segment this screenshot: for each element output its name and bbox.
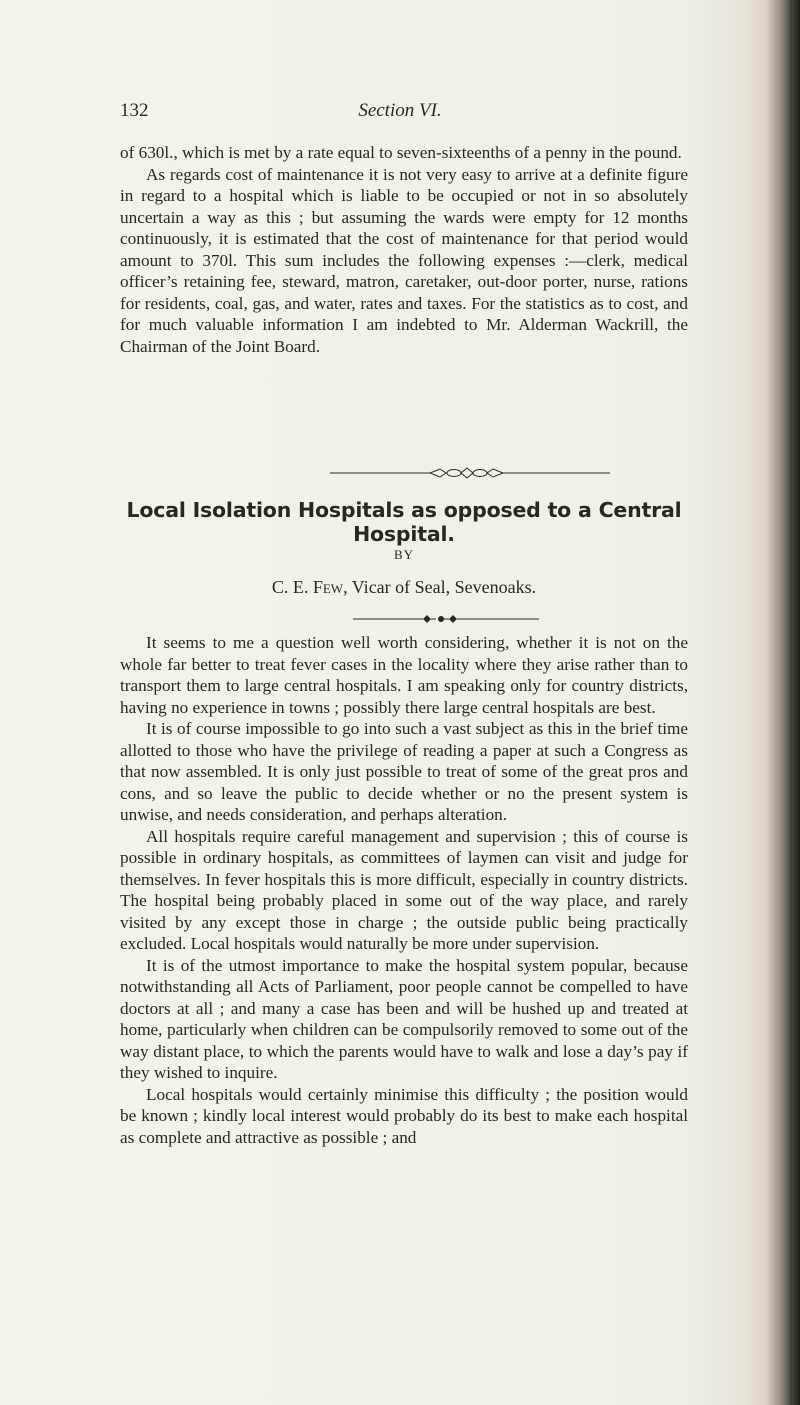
paragraph: It is of the utmost importance to make the hospital system popular, because notwithstanding all Acts of Parliament, poor people cannot be compelled to have doctors at all ; and many a case has been and will be hushed up and treated at home, particularly when children can be compulsorily removed to some out of the way distant place, to which the parents would have to walk and lose a day’s pay if they wished to inquire.	[120, 955, 688, 1082]
page-header	[120, 100, 680, 130]
paragraph: Local hospitals would certainly minimise this difficulty ; the position would be known ; kindly local interest would probably do its best to make each hospital as complete and attractive as possible ; and	[120, 1084, 688, 1147]
author-initials: C. E.	[271, 577, 309, 597]
paragraph: As regards cost of maintenance it is not very easy to arrive at a definite figure in regard to a hospital which is liable to be occupied or not in so absolutely uncertain a way as this ; but assuming the wards were empty for 12 months continuously, it is estimated that the cost of maintenance for that period would amount to 370l. This sum includes the following expenses :—clerk, medical officer’s retaining fee, steward, matron, caretaker, out-door porter, nurse, rations for residents, coal, gas, and water, rates and taxes. For the statistics as to cost, and for much valuable information I am indebted to Mr. Alderman Wackrill, the Chairman of the Joint Board.	[120, 164, 688, 356]
paragraph: All hospitals require careful management and supervision ; this of course is possible in ordinary hospitals, as committees of laymen can visit and judge for themselves. In fever hospitals this is more difficult, especially in country districts. The hospital being probably placed in some out of the way place, and rarely visited by any except those in charge ; the outside public being practically excluded. Local hospitals would naturally be more under supervision.	[120, 826, 688, 953]
intro-text	[120, 142, 688, 357]
paragraph: It is of course impossible to go into such a vast subject as this in the brief time allotted to those who have the privilege of reading a paper at such a Congress as that now assembled. It is only just possible to treat of some of the great pros and cons, and so leave the public to decide whether or no the present system is unwise, and needs consideration, and perhaps alteration.	[120, 719, 688, 824]
page-number: 132	[120, 100, 149, 121]
paragraph: It seems to me a question well worth considering, whether it is not on the whole far better to treat fever cases in the locality where they arise rather than to transport them to large central hospitals. I am speaking only for country districts, having no experience in towns ; possibly there large central hospitals are best.	[120, 633, 688, 717]
article-title: Local Isolation Hospitals as opposed to a Central Hospital.	[126, 498, 682, 546]
paragraph: of 630l., which is met by a rate equal to seven-sixteenths of a penny in the pound.	[120, 143, 682, 162]
byline-label: BY	[393, 547, 415, 562]
article-body	[120, 632, 688, 1148]
author-affiliation: , Vicar of Seal, Sevenoaks.	[343, 577, 537, 597]
title-divider-ornament	[353, 612, 539, 626]
book-edge-shadow	[766, 0, 800, 1405]
book-edge-line	[790, 0, 792, 1405]
running-head: Section VI.	[358, 100, 442, 121]
section-divider-ornament	[330, 464, 610, 482]
author-line	[120, 577, 688, 598]
author-surname: Few	[312, 577, 344, 597]
